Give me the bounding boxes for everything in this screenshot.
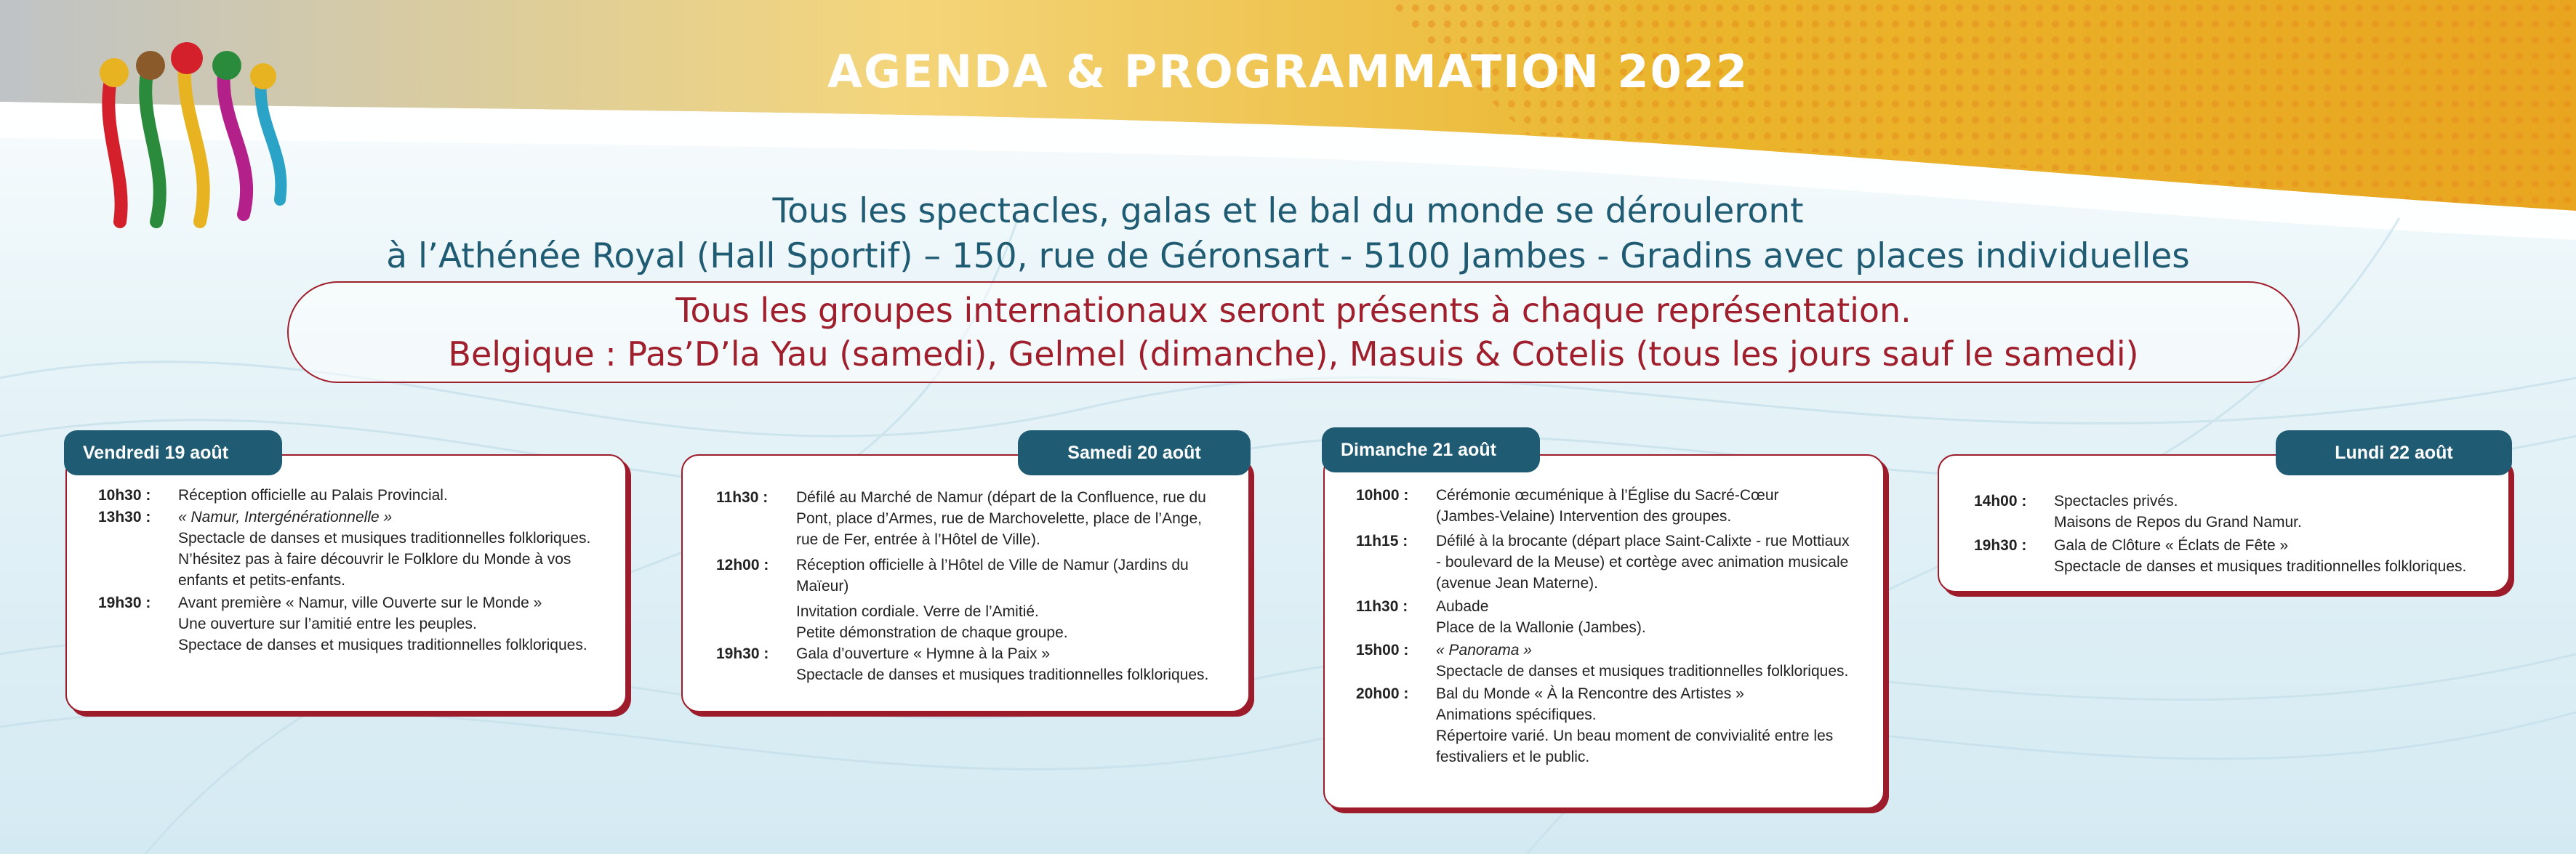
event-text: Aubade: [1436, 598, 1489, 615]
event-text: Défilé au Marché de Namur (départ de la Confluence, rue du: [796, 489, 1206, 506]
page-title: AGENDA & PROGRAMMATION 2022: [827, 45, 1749, 98]
event-text: Spectacles privés.: [2054, 493, 2178, 509]
venue-info: [0, 189, 2576, 279]
event-text: Place de la Wallonie (Jambes).: [1436, 619, 1646, 636]
event-time: 11h30 :: [1356, 598, 1408, 615]
event-text: Pont, place d’Armes, rue de Marchovelette, place de l’Ange,: [796, 510, 1202, 527]
event-title: Bal du Monde « À la Rencontre des Artistes »: [1436, 685, 1744, 702]
event-time: 19h30 :: [716, 645, 769, 662]
event-text: rue de Fer, entrée à l’Hôtel de Ville).: [796, 531, 1040, 548]
event-text: festivaliers et le public.: [1436, 749, 1590, 765]
event-text: Animations spécifiques.: [1436, 706, 1597, 723]
event-time: 12h00 :: [716, 557, 769, 573]
event-title: Gala d’ouverture « Hymne à la Paix »: [796, 645, 1051, 662]
event-time: 10h00 :: [1356, 487, 1409, 504]
groups-notice-line-1: Tous les groupes internationaux seront présents à chaque représentation.: [675, 291, 1911, 330]
event-text: Spectacle de danses et musiques traditionnelles folkloriques.: [2054, 558, 2467, 575]
event-text: Répertoire varié. Un beau moment de convivialité entre les: [1436, 728, 1834, 744]
event-time: 20h00 :: [1356, 685, 1409, 702]
event-time: 15h00 :: [1356, 642, 1409, 658]
groups-notice-line-2: Belgique : Pas’D’la Yau (samedi), Gelmel (dimanche), Masuis & Cotelis (tous les jours sauf le samedi): [448, 334, 2139, 374]
event-text: Réception officielle au Palais Provincial.: [178, 487, 448, 504]
event-time: 10h30 :: [98, 487, 151, 504]
event-title: « Panorama »: [1436, 642, 1532, 658]
event-text: - boulevard de la Meuse) et cortège avec animation musicale: [1436, 554, 1849, 571]
event-text: enfants et petits-enfants.: [178, 572, 345, 589]
event-text: Spectacle de danses et musiques traditionnelles folkloriques.: [796, 666, 1209, 683]
event-text: Cérémonie œcuménique à l’Église du Sacré-Cœur: [1436, 487, 1779, 504]
event-text: Petite démonstration de chaque groupe.: [796, 624, 1068, 641]
event-text: Invitation cordiale. Verre de l’Amitié.: [796, 603, 1039, 620]
event-text: Spectacle de danses et musiques traditionnelles folkloriques.: [178, 530, 591, 547]
event-time: 19h30 :: [98, 595, 151, 611]
event-time: 11h15 :: [1356, 533, 1408, 549]
event-text: Défilé à la brocante (départ place Saint-Calixte - rue Mottiaux: [1436, 533, 1850, 549]
venue-info-line-2: à l’Athénée Royal (Hall Sportif) – 150, rue de Géronsart - 5100 Jambes - Gradins avec places individuelles: [386, 236, 2190, 276]
event-text: (Jambes-Velaine) Intervention des groupes.: [1436, 508, 1732, 525]
event-time: 11h30 :: [716, 489, 769, 506]
day-tab-sunday: Dimanche 21 août: [1322, 427, 1540, 472]
event-time: 19h30 :: [1974, 537, 2027, 554]
event-title: « Namur, Intergénérationnelle »: [178, 509, 393, 525]
day-tab-monday: Lundi 22 août: [2276, 430, 2512, 475]
day-tab-saturday: Samedi 20 août: [1018, 430, 1251, 475]
event-title: Gala de Clôture « Éclats de Fête »: [2054, 537, 2289, 554]
event-text: (avenue Jean Materne).: [1436, 575, 1598, 592]
event-text: Spectace de danses et musiques traditionnelles folkloriques.: [178, 637, 587, 653]
event-text: Spectacle de danses et musiques traditionnelles folkloriques.: [1436, 663, 1849, 680]
groups-notice: [287, 281, 2300, 383]
event-time: 14h00 :: [1974, 493, 2027, 509]
event-text: Maisons de Repos du Grand Namur.: [2054, 514, 2302, 531]
event-text: Maïeur): [796, 578, 849, 595]
event-text: Une ouverture sur l’amitié entre les peuples.: [178, 616, 477, 632]
venue-info-line-1: Tous les spectacles, galas et le bal du monde se dérouleront: [772, 191, 1804, 231]
event-text: Réception officielle à l’Hôtel de Ville de Namur (Jardins du: [796, 557, 1189, 573]
event-title: Avant première « Namur, ville Ouverte sur le Monde »: [178, 595, 542, 611]
event-time: 13h30 :: [98, 509, 151, 525]
event-text: N’hésitez pas à faire découvrir le Folklore du Monde à vos: [178, 551, 571, 568]
day-tab-friday: Vendredi 19 août: [64, 430, 282, 475]
